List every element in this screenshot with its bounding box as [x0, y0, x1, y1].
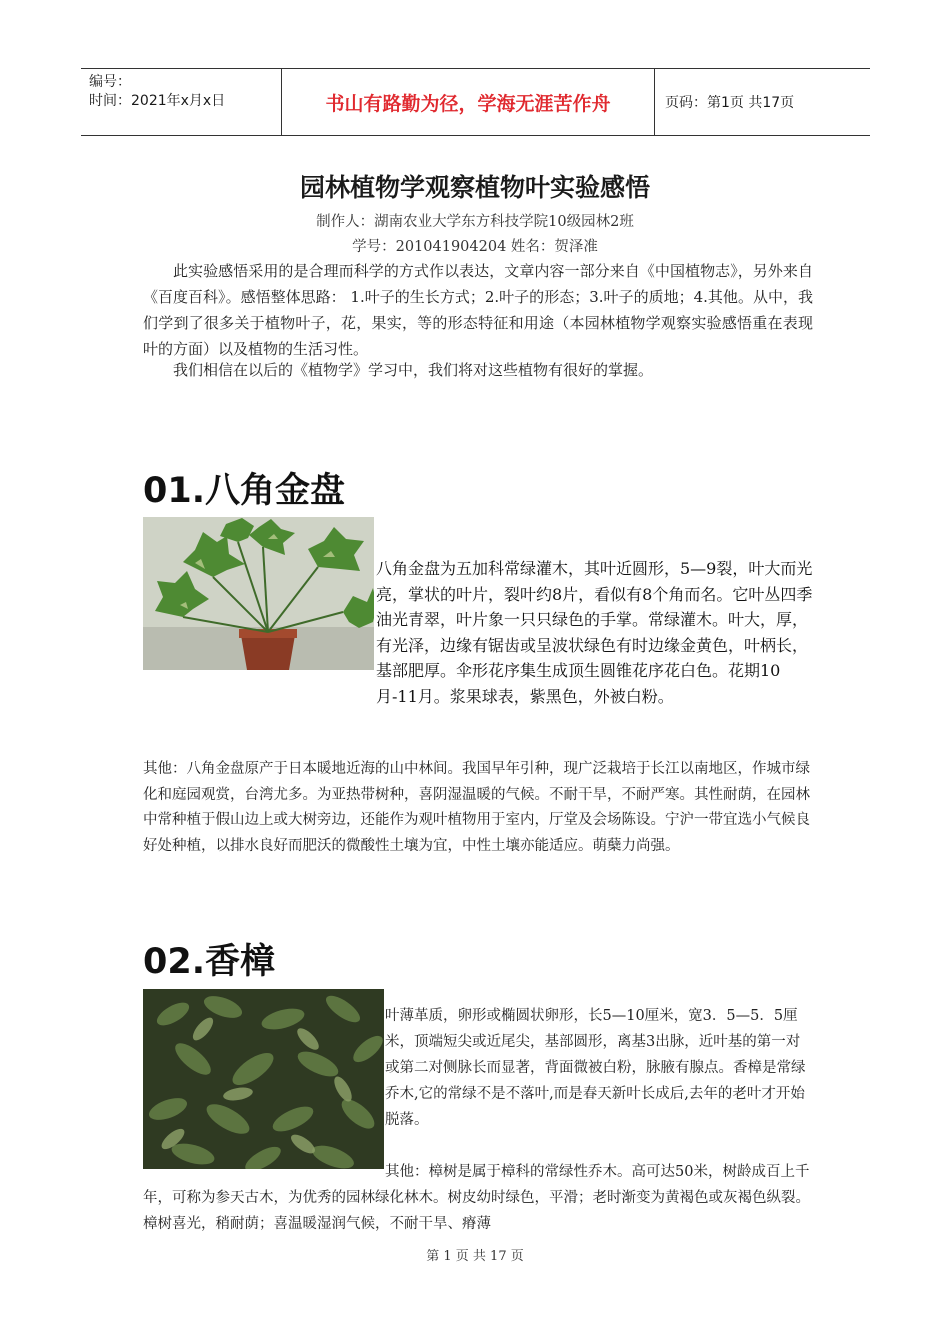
doc-number-label: 编号：: [89, 74, 131, 90]
section-1-description-block: [143, 556, 818, 709]
page-title: 园林植物学观察植物叶实验感悟: [299, 173, 650, 202]
doc-time-label: 时间：2021年x月x日: [89, 93, 226, 109]
intro-paragraph-2: 我们相信在以后的《植物学》学习中，我们将对这些植物有很好的掌握。: [173, 361, 654, 379]
section-heading-1: 01.八角金盘: [143, 471, 346, 511]
page-info-text: 页码：第1页 共17页: [665, 95, 795, 111]
header-page-info: [655, 69, 870, 135]
section-2-description: 叶薄革质，卵形或椭圆状卵形，长5—10厘米，宽3．5—5．5厘米，顶端短尖或近尾尖，基部圆形，离基3出脉，近叶基的第一对或第二对侧脉长而显著，背面微被白粉，脉腋有腺点。香樟是常绿乔木,它的常绿不是不落叶,而是春天新叶长成后,去年的老叶才开始脱落。: [385, 1008, 806, 1128]
header-motto-cell: [281, 69, 655, 135]
section-1-description: 八角金盘为五加科常绿灌木，其叶近圆形，5—9裂，叶大而光亮，掌状的叶片，裂叶约8片，看似有8个角而名。它叶丛四季油光青翠，叶片象一只只绿色的手掌。常绿灌木。叶大，厚，有光泽，边缘有锯齿或呈波状绿色有时边缘金黄色，叶柄长，基部肥厚。伞形花序集生成顶生圆锥花序花白色。花期10月-11月。浆果球表，紫黑色，外被白粉。: [376, 559, 813, 706]
header-meta: [81, 69, 281, 135]
student-id-line: 学号：201041904204 姓名：贺泽准: [352, 239, 598, 255]
section-heading-2: 02.香樟: [143, 942, 276, 982]
section-1-other: 其他：八角金盘原产于日本暖地近海的山中林间。我国早年引种，现广泛栽培于长江以南地区，作城市绿化和庭园观赏，台湾尤多。为亚热带树种，喜阴湿温暖的气候。不耐干旱，不耐严寒。其性耐荫，在园林中常种植于假山边上或大树旁边，还能作为观叶植物用于室内，厅堂及会场陈设。宁沪一带宜选小气候良好处种植，以排水良好而肥沃的微酸性土壤为宜，中性土壤亦能适应。萌蘖力尚强。: [143, 761, 810, 854]
photo-spacer: [143, 1003, 385, 1183]
section-2-text-block: [143, 1003, 813, 1237]
photo-spacer: [143, 556, 376, 684]
intro-paragraph: 此实验感悟采用的是合理而科学的方式作以表达，文章内容一部分来自《中国植物志》，另外来自《百度百科》。感悟整体思路： 1.叶子的生长方式；2.叶子的形态；3.叶子的质地；4.其他。从中，我们学到了很多关于植物叶子，花，果实，等的形态特征和用途（本园林植物学观察实验感悟重在表现叶的方面）以及植物的生活习性。: [143, 262, 813, 358]
motto-text: 书山有路勤为径，学海无涯苦作舟: [325, 92, 611, 115]
author-line: 制作人：湖南农业大学东方科技学院10级园林2班: [316, 214, 634, 230]
page-footer: 第 1 页 共 17 页: [426, 1249, 524, 1264]
section-2-other: 其他：樟树是属于樟科的常绿性乔木。高可达50米，树龄成百上千年，可称为参天古木，为优秀的园林绿化林木。树皮幼时绿色，平滑；老时渐变为黄褐色或灰褐色纵裂。樟树喜光，稍耐荫；喜温暖湿润气候，不耐干旱、瘠薄: [143, 1164, 810, 1232]
header-table: [81, 68, 870, 136]
